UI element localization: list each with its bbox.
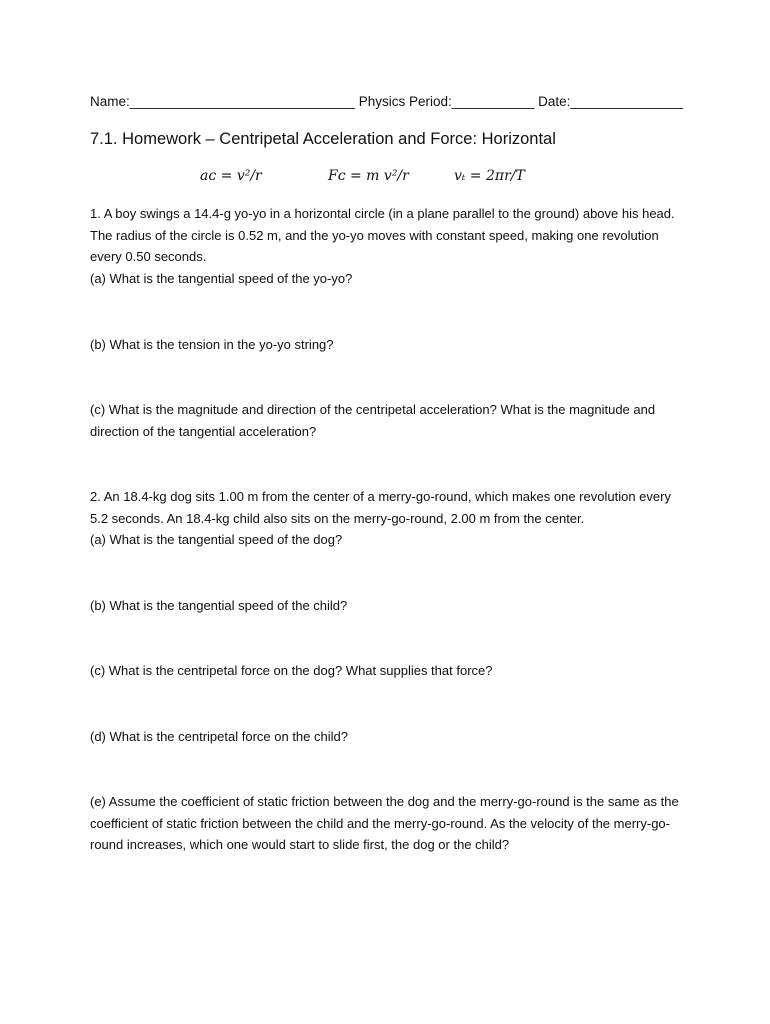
formula-centripetal-force: Fᴄ = m v²/r [328,168,409,184]
problem-2e: (e) Assume the coefficient of static friction between the dog and the merry-go-round is the same as the coefficient of static friction between the child and the merry-go-round. As the velocity of the merry-go-round increases, which one would start to slide first, the dog or the child? [90,794,679,852]
page-title: 7.1. Homework – Centripetal Acceleration and Force: Horizontal [90,130,556,148]
problem-2c: (c) What is the centripetal force on the dog? What supplies that force? [90,663,493,678]
formula-tangential-speed: vₜ = 2πr/T [454,168,525,184]
problem-2d: (d) What is the centripetal force on the child? [90,729,348,744]
header-fields: Name:______________________________ Physics Period:___________ Date:_______________ [90,94,684,109]
problem-2-intro: 2. An 18.4-kg dog sits 1.00 m from the center of a merry-go-round, which makes one revolution every 5.2 seconds. An 18.4-kg child also sits on the merry-go-round, 2.00 m from the center. [90,489,671,526]
problem-1a: (a) What is the tangential speed of the yo-yo? [90,271,353,286]
problem-1-intro: 1. A boy swings a 14.4-g yo-yo in a horizontal circle (in a plane parallel to the ground) above his head. The radius of the circle is 0.52 m, and the yo-yo moves with constant speed, making one revolution every 0.50 seconds. [90,206,675,264]
problem-2b: (b) What is the tangential speed of the child? [90,598,348,613]
problem-1b: (b) What is the tension in the yo-yo string? [90,337,334,352]
formula-row [200,168,560,188]
formula-centripetal-acceleration: aᴄ = v²/r [200,168,262,184]
problem-2a: (a) What is the tangential speed of the dog? [90,532,343,547]
problem-1c: (c) What is the magnitude and direction of the centripetal acceleration? What is the magnitude and direction of the tangential acceleration? [90,402,656,439]
